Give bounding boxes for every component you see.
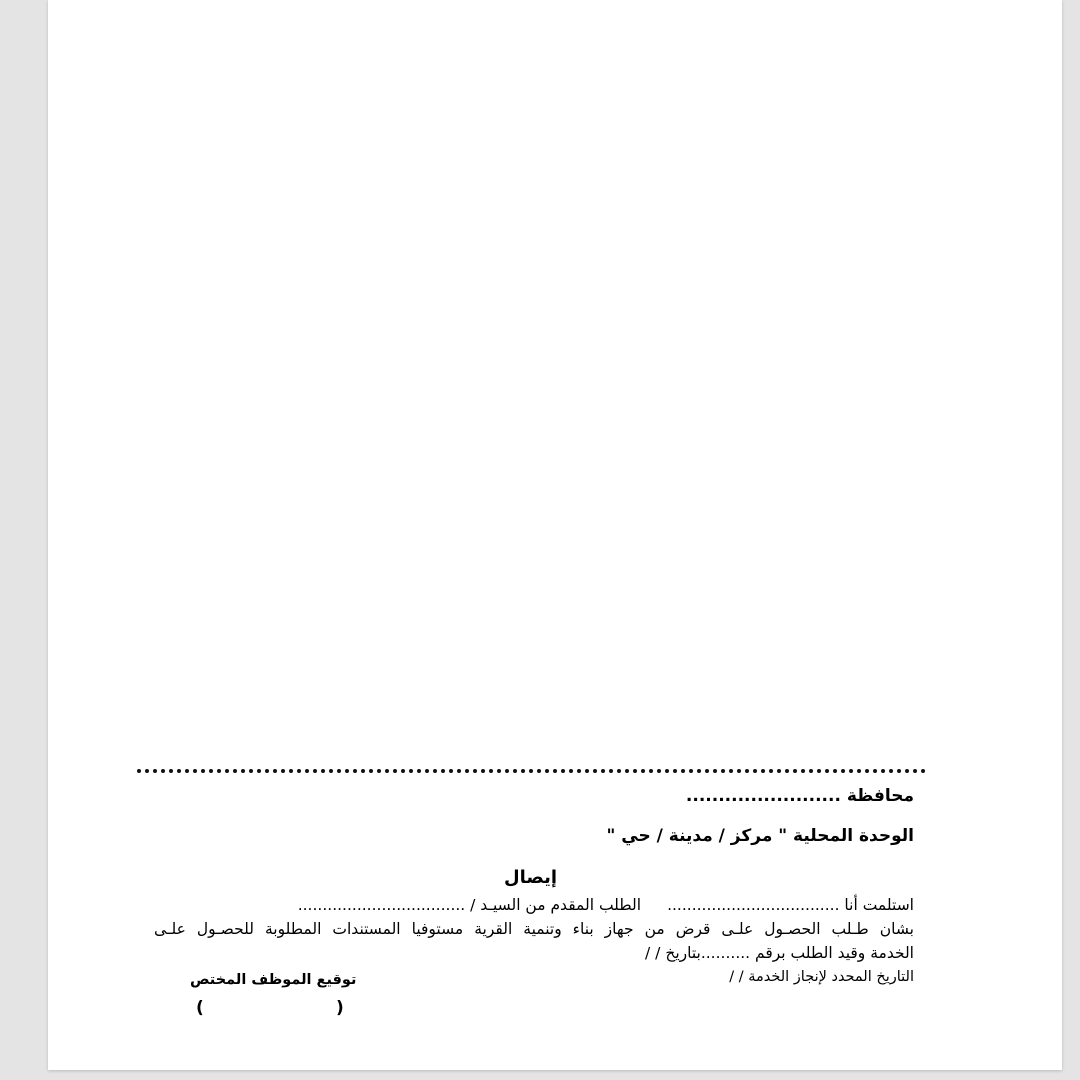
receipt-line-received-from [154, 893, 914, 917]
signature-label: توقيع الموظف المختص [190, 972, 357, 988]
receipt-line-registration: الخدمة وقيد الطلب برقم ..........بتاريخ / / [645, 944, 914, 962]
signature-paren-close: ) [336, 998, 344, 1018]
signature-paren-open: ( [196, 998, 204, 1018]
applicant-name-text: الطلب المقدم من السيـد / .................................. [297, 896, 642, 914]
local-unit-label: الوحدة المحلية " مركز / مدينة / حي " [606, 826, 914, 846]
receipt-line-completion-date: التاريخ المحدد لإنجاز الخدمة / / [729, 969, 914, 985]
receipt-line-subject: بشان طـلب الحصـول علـى قرض من جهاز بناء وتنمية القرية مستوفيا المستندات المطلوبة للحصـول علـى [154, 920, 914, 938]
receipt-title: إيصال [503, 867, 557, 888]
received-by-text: استلمت أنا ................................... [667, 896, 914, 914]
governorate-label: محافظة ........................ [685, 786, 914, 806]
cut-line-divider [137, 765, 926, 773]
